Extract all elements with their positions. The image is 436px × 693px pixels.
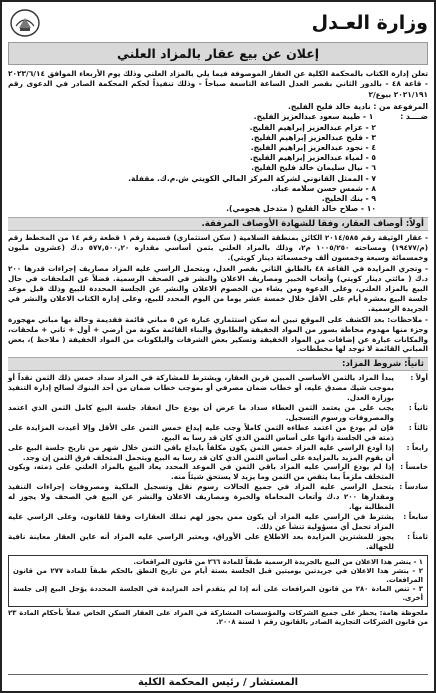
condition-text: إذا أودع الراسي عليه المزاد خمس الثمن يكون مكلفاً بايداع باقي الثمن خلال شهر من تاريخ جلسة البيع على أن يقوم المزيد بالمزايدة على أساس الثمن الذي كان قد رسا به البيع ويتحمل المتخلف فرق الثمن إن وجد. (8, 442, 394, 462)
signature-footer: المستشار / رئيس المحكمة الكلية (8, 674, 428, 688)
condition-text: فإن لم يودع من اعتمد عطاءه الثمن كاملاً وجب عليه إيداع خمس الثمن على الأقل وإلا أعيدت المزايدة على ذمته في الجلسة ذاتها على أساس الثمن الذي كان قد رسا به البيع. (8, 422, 394, 442)
list-item: ٣ - فليح عبدالعزيز إبراهيم الفليج. (251, 132, 376, 142)
condition-item (8, 532, 428, 552)
condition-number: سادساً : (399, 482, 428, 492)
ministry-title: وزارة العـدل (311, 12, 428, 34)
list-item: ٤ - نجود عبدالعزيز إبراهيم الفليج. (250, 143, 376, 153)
plaintiff-name: نادية خالد فليح الفليج. (288, 102, 371, 112)
auction-procedure: - وتجري المزايدة في القاعة ٤٨ بالطابق الثاني بقصر العدل، ويتحمل الراسي عليه المزاد مصاريف إجراءات قدرها ٢٠٠ د.ك ( مائتي دينار كويتي) وأتعاب الخبير ومصاريف الاعلان والنشر في الصحف الرسمية. فضلاً عن الملحقات في حال البيع بالمزاد العلني، وعلى الدعوة ومن يشاء من الخصوم الاعلان والنشر عن الجلسة المحددة للبيع وذلك قبل موعد جلسة البيع بعشرة أيام على الأقل خلال خمسة عشر يوما من اليوم المحدد للبيع، وعلى إدارة الكتاب الاعلان والنشر في الجريدة الرسمية. (8, 264, 428, 313)
publication-notes-box (8, 555, 428, 607)
condition-text: يتحمل الراسي عليه المزاد في جميع الحالات رسوم نقل وتسجيل الملكية ومصروفات إجراءات التنفيذ ومقدارها ٢٠٠ د.ك وأتعاب المحاماة والخبرة ومصاريف الاعلان والنشر عن البيع في الصحف ولا يجوز له المطالبة بها. (8, 482, 394, 512)
list-item: ١٠ - صلاح خالد الفليج ( متدخل هجومي). (226, 204, 376, 214)
condition-text: يجوز للمشترين المزايدة بعد الاطلاع على الأوراق، ويعتبر الراسي عليه المزاد أنه عاين العقار معاينة نافية للجهالة. (8, 531, 394, 551)
condition-item (8, 373, 428, 403)
list-item: ١ - ينشر هذا الاعلان من البيع بالجريدة الرسمية طبقاً للمادة ٢٦٦ من قانون المرافعات. (133, 557, 423, 566)
defendants-list (8, 123, 428, 215)
list-item: ٢ - عزام عبدالعزيز إبراهيم الفليج. (249, 122, 376, 132)
condition-number: خامساً : (400, 462, 428, 472)
condition-item (8, 482, 428, 512)
condition-number: ثامناً : (407, 531, 428, 541)
condition-number: أولاً : (410, 373, 428, 383)
inspection-notes: - ملاحظات: بعد الكشف على الموقع تبين أنه سكن استثماري عبارة عن ٥ مباني قائمة فقديمة وحالة بها مباني مهجورة وجزء منها مهدوم محاطة بسور من المواد الخفيفة والطابوق والبناء القائمة مكونة من أرضي + أول + ثاني + ملحقات، والمكانات عبارة عن إضافات من المواد الخفيفة وتسكير بعض الشرفات والبلكونات من المواد الخفيفة ( ملاحظ )، بعض المباني القائمة لا توجد لها مخططات. (8, 314, 428, 354)
plaintiff-label: المرفوعة من : (373, 102, 428, 112)
defendant-name: ١ - طيبة سعود عبدالعزيز الفليج. (253, 112, 374, 122)
section-title-descriptions: أولاً: أوصاف العقار، وفقا للشهادة الأوصاف المرفقة. (8, 217, 428, 231)
list-item: ٣ - تنص المادة ٢٨٠ من قانون المرافعات على أنه إذا لم يتقدم أحد المزايدة في الجلسة المحددة يؤجل البيع إلى جلسة أخرى. (13, 585, 423, 603)
important-notice: ملحوظة هامة: يحظر على جميع الشركات والمؤسسات المشاركة في المزاد على العقار السكن الخاص عملاً بأحكام المادة ٢٣ من قانون الشركات التجارية الصادر بالقانون رقم ١ لسنة ٢٠٠٨. (8, 608, 428, 627)
property-description: - عقار الوثيقة رقم ٢٠١٤/٥٨٥ الكائن بمنطقة السلامية ( سكن استثماري) قسيمة رقم ١ قطعة رقم ١٤ من المخطط رقم (م/١٩٤٧٧) ومساحته ١٠٠٥/٢٥٠ م٢، وذلك بالمزاد العلني بثمن أساسي مقداره ٥٧٧,٥٠٠,٢٠ د.ك (عشرون مليون وخمسمائة وسبعة وخمسون ألف وخمسمائة دينار كويتي). (8, 233, 428, 263)
condition-item (8, 423, 428, 443)
intro-paragraph: تعلن إدارة الكتاب بالمحكمة الكلية عن العقار الموصوفة فيما يلي بالمزاد العلني وذلك يوم الأربعاء الموافق ٢٠٢٣/٦/١٤ - قاعة ٤٨ - بالدور الثاني بقصر العدل الساعة التاسعة صباحاً - وذلك تنفيذاً لحكم المحكمة الصادر في الدعوى رقم ٢٠٢١/١٩١ بيوع/٢ (8, 69, 428, 99)
list-item: ٨ - شمس حسن سلامه عباد. (271, 183, 376, 193)
condition-text: إذا لم يودع الراسي عليه المزاد باقي الثمن في الموعد المحدد يعاد البيع بالمزاد العلني على ذمته، ويكون المتخلف ملزماً بما ينقص من الثمن وما يزيد لا يستحق شيئاً منه. (8, 462, 394, 482)
conditions-list (8, 373, 428, 551)
condition-text: يبدأ المزاد بالثمن الأساسي المبين قرين العقار، ويشترط للمشاركة في المزاد سداد خمس ذلك الثمن نقداً أو بموجب شيك مصدق عليه، أو خطاب ضمان مصرفي أو بموجب خطاب ضمان من أحد البنوك لصالح إدارة التنفيذ بوزارة العدل. (8, 373, 394, 403)
kuwait-emblem-icon (8, 7, 42, 39)
condition-item (8, 443, 428, 463)
condition-number: ثالثاً : (408, 422, 428, 432)
condition-number: رابعاً : (406, 442, 428, 452)
plaintiff-row (8, 102, 428, 112)
list-item: ٩ - بنك الخليج. (321, 194, 376, 204)
list-item: ٥ - لمياء عبدالعزيز إبراهيم الفليج. (249, 153, 376, 163)
header (8, 6, 428, 40)
condition-number: ثانياً : (408, 403, 428, 413)
list-item: ٧ - الممثل القانوني لشركة المركز المالي الكويتي ش.م.ك. مقفلة. (128, 173, 376, 183)
condition-number: سابعاً : (403, 512, 428, 522)
list-item: ٢ - ينشر هذا الاعلان في جريدتين يوميتين قبل الجلسة بستة أيام من تاريخ النطق بالحكم طبقاً للمادة ٢٧٧ من قانون المرافعات. (13, 566, 423, 585)
condition-text: يجب على من يعتمد الثمن العطاء سداد ما عرض أن يودع حال انعقاد جلسة البيع كامل الثمن الذي اعتمد والمصروفات ورسوم التسجيل. (8, 403, 394, 422)
defendant-row (8, 112, 428, 122)
announcement-title: إعلان عن بيع عقار بالمزاد العلني (8, 42, 428, 65)
emblem-graphic (9, 8, 41, 38)
list-item: ٦ - نيال سليمان خالد فليح الفليج. (251, 163, 376, 173)
condition-text: يشترط في الراسي عليه المزاد أن يكون ممن يجوز لهم تملك العقارات وفقا للقانون، وعلى الراسي عليه المزاد تحمل أي مسؤولية تنشأ عن ذلك. (8, 512, 394, 531)
defendant-label: ضــــد : (400, 112, 428, 122)
condition-item (8, 462, 428, 482)
condition-item (8, 512, 428, 532)
section-title-conditions: ثانياً: شروط المزاد: (8, 357, 428, 371)
condition-item (8, 403, 428, 423)
